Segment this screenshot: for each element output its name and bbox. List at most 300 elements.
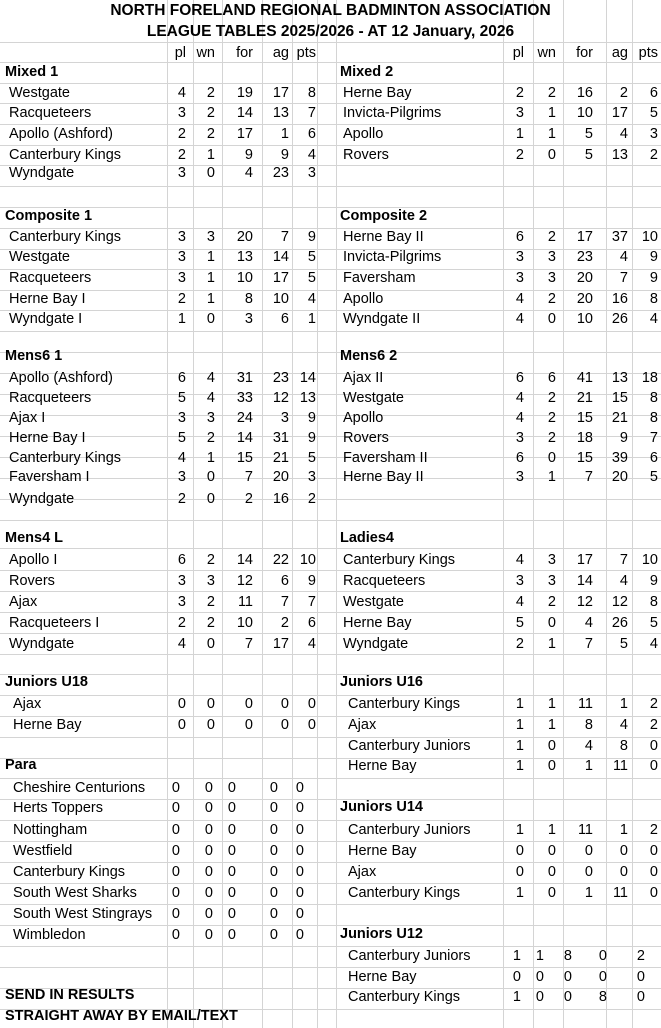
stat-pts: 4 xyxy=(307,291,316,307)
stat-ag: 16 xyxy=(272,491,289,507)
send-results-notice-2: STRAIGHT AWAY BY EMAIL/TEXT xyxy=(5,1008,238,1024)
table-row xyxy=(0,268,661,288)
stat-pl: 2 xyxy=(177,291,186,307)
stat-pts: 5 xyxy=(307,249,316,265)
grid-line xyxy=(0,520,661,521)
stat-pl: 0 xyxy=(171,822,180,838)
division-title-juniors-u18: Juniors U18 xyxy=(5,674,88,690)
stat-pts: 0 xyxy=(295,843,304,859)
team-name: Faversham II xyxy=(343,450,428,466)
team-name: Rovers xyxy=(343,430,389,446)
stat-ag: 13 xyxy=(611,147,628,163)
stat-ag: 4 xyxy=(619,573,628,589)
team-name: Faversham I xyxy=(9,469,90,485)
stat-ag: 21 xyxy=(611,410,628,426)
stat-wn: 2 xyxy=(547,390,556,406)
stat-for: 17 xyxy=(576,229,593,245)
team-name: Cheshire Centurions xyxy=(13,780,146,796)
column-header-pts-right: pts xyxy=(638,45,658,61)
stat-pts: 6 xyxy=(649,85,658,101)
division-title-ladies4: Ladies4 xyxy=(340,530,394,546)
team-name: Racqueteers xyxy=(9,105,92,121)
stat-ag: 0 xyxy=(269,885,278,901)
stat-pl: 1 xyxy=(515,885,524,901)
stat-wn: 1 xyxy=(547,469,556,485)
stat-wn: 0 xyxy=(535,989,544,1005)
stat-for: 3 xyxy=(244,311,253,327)
stat-pl: 0 xyxy=(171,864,180,880)
stat-wn: 0 xyxy=(204,822,213,838)
table-row xyxy=(0,820,661,840)
stat-for: 7 xyxy=(584,469,593,485)
stat-ag: 11 xyxy=(612,758,628,774)
stat-wn: 0 xyxy=(547,843,556,859)
stat-wn: 4 xyxy=(206,370,215,386)
team-name: Herne Bay xyxy=(343,85,412,101)
team-name: South West Stingrays xyxy=(13,906,153,922)
stat-pts: 6 xyxy=(307,126,316,142)
stat-ag: 13 xyxy=(611,370,628,386)
stat-wn: 0 xyxy=(206,469,215,485)
stat-wn: 2 xyxy=(206,85,215,101)
stat-for: 15 xyxy=(576,410,593,426)
stat-pl: 3 xyxy=(515,249,524,265)
stat-pts: 0 xyxy=(295,800,304,816)
stat-pts: 10 xyxy=(641,229,658,245)
stat-pts: 0 xyxy=(649,843,658,859)
stat-ag: 0 xyxy=(598,948,607,964)
stat-ag: 0 xyxy=(269,864,278,880)
team-name: Canterbury Juniors xyxy=(348,738,471,754)
stat-ag: 16 xyxy=(611,291,628,307)
stat-for: 0 xyxy=(227,822,236,838)
grid-line xyxy=(0,352,661,353)
stat-pts: 10 xyxy=(299,552,316,568)
stat-wn: 2 xyxy=(547,229,556,245)
stat-pts: 3 xyxy=(649,126,658,142)
stat-for: 31 xyxy=(236,370,253,386)
team-name: Westfield xyxy=(13,843,73,859)
table-row xyxy=(0,694,661,714)
stat-wn: 2 xyxy=(206,594,215,610)
stat-pts: 5 xyxy=(307,270,316,286)
stat-pts: 0 xyxy=(295,780,304,796)
team-name: Canterbury Kings xyxy=(348,989,461,1005)
stat-pts: 3 xyxy=(307,165,316,181)
stat-for: 0 xyxy=(227,780,236,796)
stat-ag: 37 xyxy=(611,229,628,245)
stat-wn: 0 xyxy=(547,738,556,754)
stat-for: 0 xyxy=(227,843,236,859)
stat-pl: 5 xyxy=(515,615,524,631)
stat-pts: 0 xyxy=(307,717,316,733)
stat-for: 4 xyxy=(584,615,593,631)
stat-wn: 1 xyxy=(206,270,215,286)
stat-pl: 6 xyxy=(515,229,524,245)
stat-for: 17 xyxy=(236,126,253,142)
stat-ag: 0 xyxy=(619,864,628,880)
stat-pl: 0 xyxy=(515,843,524,859)
stat-pts: 13 xyxy=(299,390,316,406)
stat-wn: 1 xyxy=(547,105,556,121)
table-row xyxy=(0,798,661,818)
stat-ag: 0 xyxy=(269,927,278,943)
stat-pl: 5 xyxy=(177,390,186,406)
team-name: Canterbury Kings xyxy=(9,147,122,163)
stat-pl: 3 xyxy=(515,469,524,485)
stat-for: 17 xyxy=(576,552,593,568)
table-row xyxy=(0,756,661,776)
stat-wn: 1 xyxy=(547,822,556,838)
team-name: Herne Bay xyxy=(348,843,417,859)
table-row xyxy=(0,489,661,509)
stat-pl: 4 xyxy=(177,450,186,466)
stat-wn: 1 xyxy=(547,717,556,733)
stat-ag: 0 xyxy=(269,800,278,816)
table-row xyxy=(0,925,661,945)
stat-pl: 1 xyxy=(515,696,524,712)
stat-pl: 0 xyxy=(171,800,180,816)
stat-pts: 2 xyxy=(636,948,645,964)
stat-ag: 0 xyxy=(280,696,289,712)
stat-ag: 1 xyxy=(280,126,289,142)
stat-pl: 3 xyxy=(515,270,524,286)
stat-pts: 9 xyxy=(649,249,658,265)
table-row xyxy=(0,309,661,329)
stat-wn: 0 xyxy=(535,969,544,985)
stat-for: 41 xyxy=(576,370,593,386)
stat-ag: 1 xyxy=(619,822,628,838)
stat-for: 19 xyxy=(236,85,253,101)
stat-pl: 6 xyxy=(177,552,186,568)
grid-line xyxy=(0,186,661,187)
team-name: Wyndgate xyxy=(343,636,409,652)
stat-pl: 3 xyxy=(177,469,186,485)
stat-pl: 6 xyxy=(515,370,524,386)
stat-pts: 4 xyxy=(649,311,658,327)
stat-ag: 39 xyxy=(611,450,628,466)
stat-pts: 1 xyxy=(307,311,316,327)
stat-wn: 2 xyxy=(206,430,215,446)
stat-for: 9 xyxy=(244,147,253,163)
team-name: Herne Bay I xyxy=(9,430,86,446)
stat-pts: 2 xyxy=(649,822,658,838)
stat-wn: 2 xyxy=(206,105,215,121)
stat-for: 7 xyxy=(244,469,253,485)
division-title-mens6-1: Mens6 1 xyxy=(5,348,63,364)
team-name: Herne Bay II xyxy=(343,469,424,485)
stat-for: 14 xyxy=(236,552,253,568)
stat-for: 13 xyxy=(236,249,253,265)
column-header-wn-left: wn xyxy=(196,45,215,61)
stat-ag: 3 xyxy=(280,410,289,426)
stat-pts: 3 xyxy=(307,469,316,485)
stat-wn: 2 xyxy=(206,615,215,631)
stat-pts: 0 xyxy=(649,864,658,880)
stat-for: 1 xyxy=(584,758,593,774)
stat-for: 0 xyxy=(584,864,593,880)
team-name: Apollo xyxy=(343,410,384,426)
stat-pts: 5 xyxy=(307,450,316,466)
stat-wn: 3 xyxy=(206,573,215,589)
stat-wn: 3 xyxy=(206,410,215,426)
stat-pl: 3 xyxy=(515,430,524,446)
stat-pl: 0 xyxy=(512,969,521,985)
stat-pl: 0 xyxy=(171,780,180,796)
stat-ag: 20 xyxy=(272,469,289,485)
table-row xyxy=(0,946,661,966)
stat-pl: 1 xyxy=(177,311,186,327)
stat-pl: 2 xyxy=(177,615,186,631)
stat-wn: 0 xyxy=(204,885,213,901)
stat-for: 2 xyxy=(244,491,253,507)
table-row xyxy=(0,967,661,987)
team-name: Wyndgate I xyxy=(9,311,83,327)
stat-wn: 0 xyxy=(547,758,556,774)
team-name: Apollo (Ashford) xyxy=(9,370,113,386)
stat-pl: 4 xyxy=(515,594,524,610)
table-row xyxy=(0,715,661,735)
stat-for: 0 xyxy=(227,906,236,922)
table-row xyxy=(0,227,661,247)
stat-wn: 0 xyxy=(547,147,556,163)
stat-pts: 18 xyxy=(641,370,658,386)
column-header-pl-right: pl xyxy=(512,45,524,61)
league-tables-subtitle: LEAGUE TABLES 2025/2026 - AT 12 January, 2026 xyxy=(146,23,515,40)
stat-pl: 1 xyxy=(515,126,524,142)
stat-pl: 1 xyxy=(515,758,524,774)
stat-ag: 5 xyxy=(619,636,628,652)
stat-wn: 0 xyxy=(206,165,215,181)
stat-wn: 1 xyxy=(206,147,215,163)
table-row xyxy=(0,550,661,570)
stat-ag: 17 xyxy=(611,105,628,121)
stat-for: 7 xyxy=(584,636,593,652)
table-row xyxy=(0,778,661,798)
stat-ag: 0 xyxy=(619,843,628,859)
team-name: Apollo I xyxy=(9,552,58,568)
stat-ag: 17 xyxy=(272,636,289,652)
stat-pl: 3 xyxy=(177,105,186,121)
stat-pl: 0 xyxy=(177,717,186,733)
table-row xyxy=(0,883,661,903)
stat-wn: 6 xyxy=(547,370,556,386)
team-name: Nottingham xyxy=(13,822,88,838)
stat-ag: 21 xyxy=(272,450,289,466)
stat-pl: 0 xyxy=(515,864,524,880)
division-title-para: Para xyxy=(5,757,37,773)
stat-wn: 1 xyxy=(206,291,215,307)
stat-ag: 8 xyxy=(619,738,628,754)
stat-pl: 3 xyxy=(177,165,186,181)
stat-pl: 4 xyxy=(515,410,524,426)
team-name: Ajax I xyxy=(9,410,46,426)
stat-pts: 4 xyxy=(307,636,316,652)
stat-wn: 2 xyxy=(547,594,556,610)
team-name: Westgate xyxy=(9,85,70,101)
team-name: Herne Bay xyxy=(348,758,417,774)
table-row xyxy=(0,841,661,861)
team-name: Canterbury Kings xyxy=(348,885,461,901)
stat-pl: 4 xyxy=(515,291,524,307)
stat-for: 11 xyxy=(577,822,593,838)
team-name: Canterbury Kings xyxy=(343,552,456,568)
stat-wn: 0 xyxy=(206,311,215,327)
stat-pl: 1 xyxy=(512,948,521,964)
stat-for: 33 xyxy=(236,390,253,406)
stat-ag: 14 xyxy=(272,249,289,265)
stat-ag: 12 xyxy=(611,594,628,610)
stat-pts: 8 xyxy=(649,390,658,406)
stat-pl: 3 xyxy=(515,573,524,589)
stat-pl: 3 xyxy=(177,249,186,265)
stat-pts: 0 xyxy=(636,969,645,985)
stat-wn: 1 xyxy=(547,126,556,142)
team-name: Canterbury Juniors xyxy=(348,822,471,838)
stat-ag: 12 xyxy=(272,390,289,406)
stat-pl: 0 xyxy=(177,696,186,712)
stat-ag: 7 xyxy=(280,229,289,245)
team-name: Wyndgate xyxy=(9,165,75,181)
stat-wn: 0 xyxy=(204,780,213,796)
stat-for: 12 xyxy=(236,573,253,589)
stat-pl: 5 xyxy=(177,430,186,446)
stat-for: 10 xyxy=(236,270,253,286)
stat-pts: 5 xyxy=(649,105,658,121)
stat-pl: 0 xyxy=(171,906,180,922)
team-name: Canterbury Kings xyxy=(9,450,122,466)
stat-for: 10 xyxy=(236,615,253,631)
column-header-for-right: for xyxy=(576,45,593,61)
stat-pts: 0 xyxy=(307,696,316,712)
table-row xyxy=(0,736,661,756)
stat-pl: 2 xyxy=(177,126,186,142)
stat-pl: 4 xyxy=(515,552,524,568)
stat-for: 16 xyxy=(576,85,593,101)
stat-wn: 3 xyxy=(547,270,556,286)
stat-for: 12 xyxy=(576,594,593,610)
team-name: Rovers xyxy=(9,573,55,589)
stat-wn: 0 xyxy=(204,864,213,880)
table-row xyxy=(0,592,661,612)
stat-ag: 9 xyxy=(619,430,628,446)
team-name: Westgate xyxy=(343,390,404,406)
column-header-wn-right: wn xyxy=(537,45,556,61)
team-name: Westgate xyxy=(343,594,404,610)
stat-pl: 4 xyxy=(177,636,186,652)
stat-pts: 8 xyxy=(307,85,316,101)
stat-pts: 0 xyxy=(649,738,658,754)
stat-for: 20 xyxy=(236,229,253,245)
stat-pl: 2 xyxy=(177,491,186,507)
stat-ag: 4 xyxy=(619,126,628,142)
stat-pl: 1 xyxy=(515,738,524,754)
stat-wn: 0 xyxy=(547,615,556,631)
stat-wn: 2 xyxy=(206,552,215,568)
stat-ag: 6 xyxy=(280,573,289,589)
stat-wn: 3 xyxy=(547,573,556,589)
stat-wn: 0 xyxy=(204,843,213,859)
stat-pts: 6 xyxy=(649,450,658,466)
team-name: Apollo (Ashford) xyxy=(9,126,113,142)
team-name: South West Sharks xyxy=(13,885,137,901)
table-row xyxy=(0,408,661,428)
stat-pl: 3 xyxy=(515,105,524,121)
stat-for: 11 xyxy=(577,696,593,712)
team-name: Herne Bay xyxy=(13,717,82,733)
column-header-pl-left: pl xyxy=(174,45,186,61)
stat-for: 11 xyxy=(237,594,253,610)
stat-pl: 6 xyxy=(515,450,524,466)
team-name: Racqueteers xyxy=(9,390,92,406)
team-name: Canterbury Kings xyxy=(13,864,126,880)
stat-pts: 9 xyxy=(307,229,316,245)
column-header-pts-left: pts xyxy=(296,45,316,61)
table-row xyxy=(0,634,661,654)
stat-ag: 6 xyxy=(280,311,289,327)
table-row xyxy=(0,124,661,144)
stat-pts: 7 xyxy=(307,105,316,121)
stat-pts: 8 xyxy=(649,594,658,610)
stat-ag: 17 xyxy=(272,85,289,101)
stat-wn: 1 xyxy=(535,948,544,964)
stat-pl: 3 xyxy=(177,410,186,426)
stat-wn: 0 xyxy=(547,864,556,880)
stat-ag: 1 xyxy=(619,696,628,712)
stat-for: 18 xyxy=(576,430,593,446)
stat-pl: 2 xyxy=(515,147,524,163)
stat-pts: 0 xyxy=(649,758,658,774)
division-title-juniors-u12: Juniors U12 xyxy=(340,926,423,942)
stat-ag: 23 xyxy=(272,370,289,386)
stat-pts: 2 xyxy=(649,147,658,163)
stat-ag: 26 xyxy=(611,615,628,631)
stat-for: 8 xyxy=(244,291,253,307)
team-name: Apollo xyxy=(343,291,384,307)
stat-pts: 7 xyxy=(307,594,316,610)
stat-ag: 13 xyxy=(272,105,289,121)
stat-pl: 1 xyxy=(515,717,524,733)
stat-wn: 0 xyxy=(547,885,556,901)
stat-for: 20 xyxy=(576,291,593,307)
team-name: Ajax xyxy=(348,717,377,733)
stat-pts: 4 xyxy=(649,636,658,652)
stat-for: 1 xyxy=(584,885,593,901)
table-row xyxy=(0,862,661,882)
stat-wn: 1 xyxy=(206,450,215,466)
stat-pts: 2 xyxy=(307,491,316,507)
team-name: Racqueteers I xyxy=(9,615,100,631)
team-name: Canterbury Juniors xyxy=(348,948,471,964)
stat-ag: 10 xyxy=(272,291,289,307)
stat-for: 0 xyxy=(563,989,572,1005)
stat-wn: 0 xyxy=(204,800,213,816)
division-title-juniors-u16: Juniors U16 xyxy=(340,674,423,690)
stat-pts: 0 xyxy=(295,864,304,880)
team-name: Wyndgate II xyxy=(343,311,421,327)
stat-pts: 5 xyxy=(649,615,658,631)
division-title-composite-2: Composite 2 xyxy=(340,208,428,224)
stat-pl: 2 xyxy=(515,85,524,101)
stat-ag: 17 xyxy=(272,270,289,286)
stat-pts: 8 xyxy=(649,410,658,426)
stat-pts: 7 xyxy=(649,430,658,446)
stat-ag: 0 xyxy=(269,780,278,796)
stat-for: 4 xyxy=(244,165,253,181)
stat-pl: 4 xyxy=(177,85,186,101)
team-name: Apollo xyxy=(343,126,384,142)
stat-pts: 10 xyxy=(641,552,658,568)
